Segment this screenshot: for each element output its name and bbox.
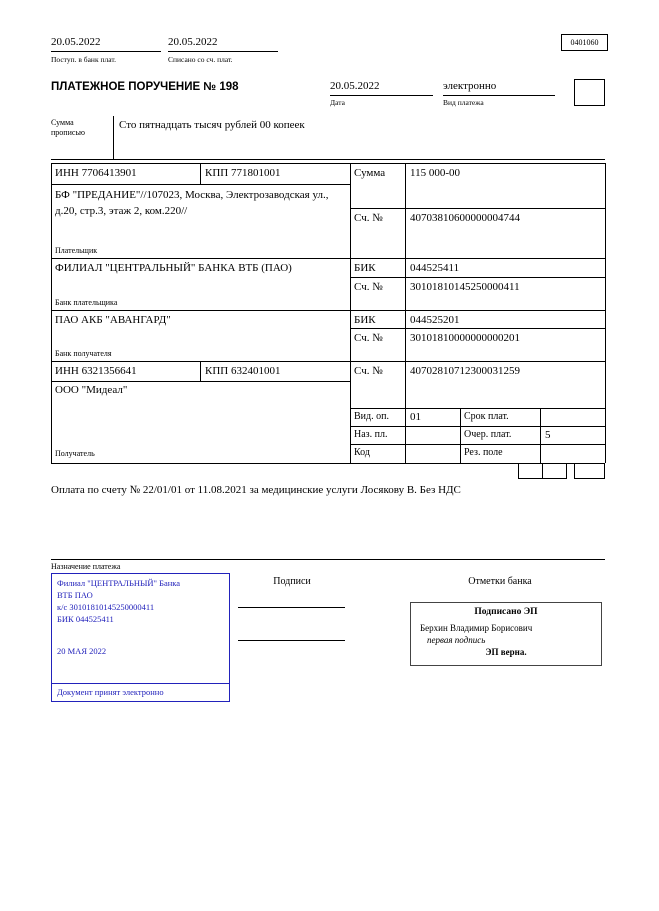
stamp-line-2: ВТБ ПАО xyxy=(57,590,93,600)
signatures-title: Подписи xyxy=(273,576,311,587)
payer-account-value: 40703810600000004744 xyxy=(410,212,520,224)
payer-bank-bik-label: БИК xyxy=(354,262,376,274)
operation-type-label: Вид. оп. xyxy=(354,411,389,422)
beneficiary-kpp: КПП 632401001 xyxy=(205,365,281,377)
purpose-code-label: Наз. пл. xyxy=(354,429,388,440)
beneficiary-account-value: 40702810712300031259 xyxy=(410,365,520,377)
stamp-date: 20 МАЯ 2022 xyxy=(57,646,107,656)
table-rule xyxy=(200,163,201,184)
payer-bank-bik: 044525411 xyxy=(410,262,460,274)
amount-label: Сумма xyxy=(354,167,386,179)
beneficiary-bank-name: ПАО АКБ "АВАНГАРД" xyxy=(55,314,171,326)
payer-account-label: Сч. № xyxy=(354,212,383,224)
reserve-field-label: Рез. поле xyxy=(464,447,503,458)
signature-line-1 xyxy=(238,607,345,608)
beneficiary-inn: ИНН 6321356641 xyxy=(55,365,137,377)
beneficiary-bank-section-label: Банк получателя xyxy=(55,349,112,358)
payer-inn: ИНН 7706413901 xyxy=(55,167,137,179)
priority-label: Очер. плат. xyxy=(464,429,512,440)
payer-bank-account: 30101810145250000411 xyxy=(410,281,520,293)
bank-stamp xyxy=(51,573,230,702)
purpose-text: Оплата по счету № 22/01/01 от 11.08.2021 за медицинские услуги Лосякову В. Без НДС xyxy=(51,484,461,496)
beneficiary-section-label: Получатель xyxy=(55,449,95,458)
amount-words-value: Сто пятнадцать тысяч рублей 00 копеек xyxy=(119,119,305,131)
stamp-line-3: к/с 30101810145250000411 xyxy=(57,602,155,612)
purpose-label: Назначение платежа xyxy=(51,562,121,571)
beneficiary-bank-account: 30101810000000000201 xyxy=(410,332,520,344)
table-rule xyxy=(51,184,350,185)
beneficiary-name: ООО "Мидеал" xyxy=(55,384,128,396)
amount-words-rule xyxy=(51,159,605,160)
esignature-role: первая подпись xyxy=(427,635,486,645)
table-rule xyxy=(51,163,52,463)
table-rule xyxy=(350,328,605,329)
operation-type-value: 01 xyxy=(410,411,421,423)
esignature-title: Подписано ЭП xyxy=(474,607,538,617)
signature-line-2 xyxy=(238,640,345,641)
purpose-rule xyxy=(51,559,605,560)
payer-kpp: КПП 771801001 xyxy=(205,167,281,179)
table-rule xyxy=(350,208,605,209)
code-label: Код xyxy=(354,447,370,458)
bank-marks-title: Отметки банка xyxy=(468,576,532,587)
stamp-line-1: Филиал "ЦЕНТРАЛЬНЫЙ" Банка xyxy=(57,578,181,588)
table-rule xyxy=(51,258,605,259)
bottom-field-box-1 xyxy=(518,463,543,479)
payer-bank-account-label: Сч. № xyxy=(354,281,383,293)
amount-words-divider xyxy=(113,116,114,159)
date-debited-value: 20.05.2022 xyxy=(168,36,278,52)
esignature-verified: ЭП верна. xyxy=(485,647,527,657)
document-date-value: 20.05.2022 xyxy=(330,80,433,96)
table-rule xyxy=(200,361,201,381)
date-received-value: 20.05.2022 xyxy=(51,36,161,52)
document-date-label: Дата xyxy=(330,98,345,107)
beneficiary-bank-bik-label: БИК xyxy=(354,314,376,326)
due-date-label: Срок плат. xyxy=(464,411,509,422)
table-rule xyxy=(51,361,605,362)
status-box xyxy=(574,79,605,106)
payer-section-label: Плательщик xyxy=(55,246,98,255)
beneficiary-account-label: Сч. № xyxy=(354,365,383,377)
table-rule xyxy=(350,408,605,409)
stamp-footer: Документ принят электронно xyxy=(52,683,229,701)
esignature-signer: Берхин Владимир Борисович xyxy=(420,623,533,633)
beneficiary-bank-account-label: Сч. № xyxy=(354,332,383,344)
document-title: ПЛАТЕЖНОЕ ПОРУЧЕНИЕ № 198 xyxy=(51,81,239,93)
table-rule xyxy=(460,408,461,463)
stamp-line-4: БИК 044525411 xyxy=(57,614,114,624)
esignature-box xyxy=(410,602,602,666)
table-rule xyxy=(350,163,351,463)
bottom-field-box-2 xyxy=(542,463,567,479)
priority-value: 5 xyxy=(545,429,551,441)
table-rule xyxy=(350,444,605,445)
beneficiary-bank-bik: 044525201 xyxy=(410,314,460,326)
table-rule xyxy=(540,408,541,463)
payer-name: БФ "ПРЕДАНИЕ"//107023, Москва, Электрозаводская ул., д.20, стр.3, этаж 2, ком.220// xyxy=(55,189,329,217)
amount-words-label: Сумма прописью xyxy=(51,118,86,137)
payer-bank-name: ФИЛИАЛ "ЦЕНТРАЛЬНЫЙ" БАНКА ВТБ (ПАО) xyxy=(55,262,292,274)
date-received-label: Поступ. в банк плат. xyxy=(51,55,116,64)
bottom-field-box-3 xyxy=(574,463,605,479)
table-rule xyxy=(405,163,406,463)
amount-value: 115 000-00 xyxy=(410,167,461,179)
table-rule xyxy=(51,381,350,382)
payer-bank-section-label: Банк плательщика xyxy=(55,298,118,307)
table-rule xyxy=(350,426,605,427)
table-rule xyxy=(605,163,606,463)
payment-kind-label: Вид платежа xyxy=(443,98,484,107)
table-rule xyxy=(51,310,605,311)
date-debited-label: Списано со сч. плат. xyxy=(168,55,233,64)
form-code-badge: 0401060 xyxy=(561,34,608,51)
payment-kind-value: электронно xyxy=(443,80,555,96)
table-rule xyxy=(51,163,605,164)
table-rule xyxy=(350,277,605,278)
